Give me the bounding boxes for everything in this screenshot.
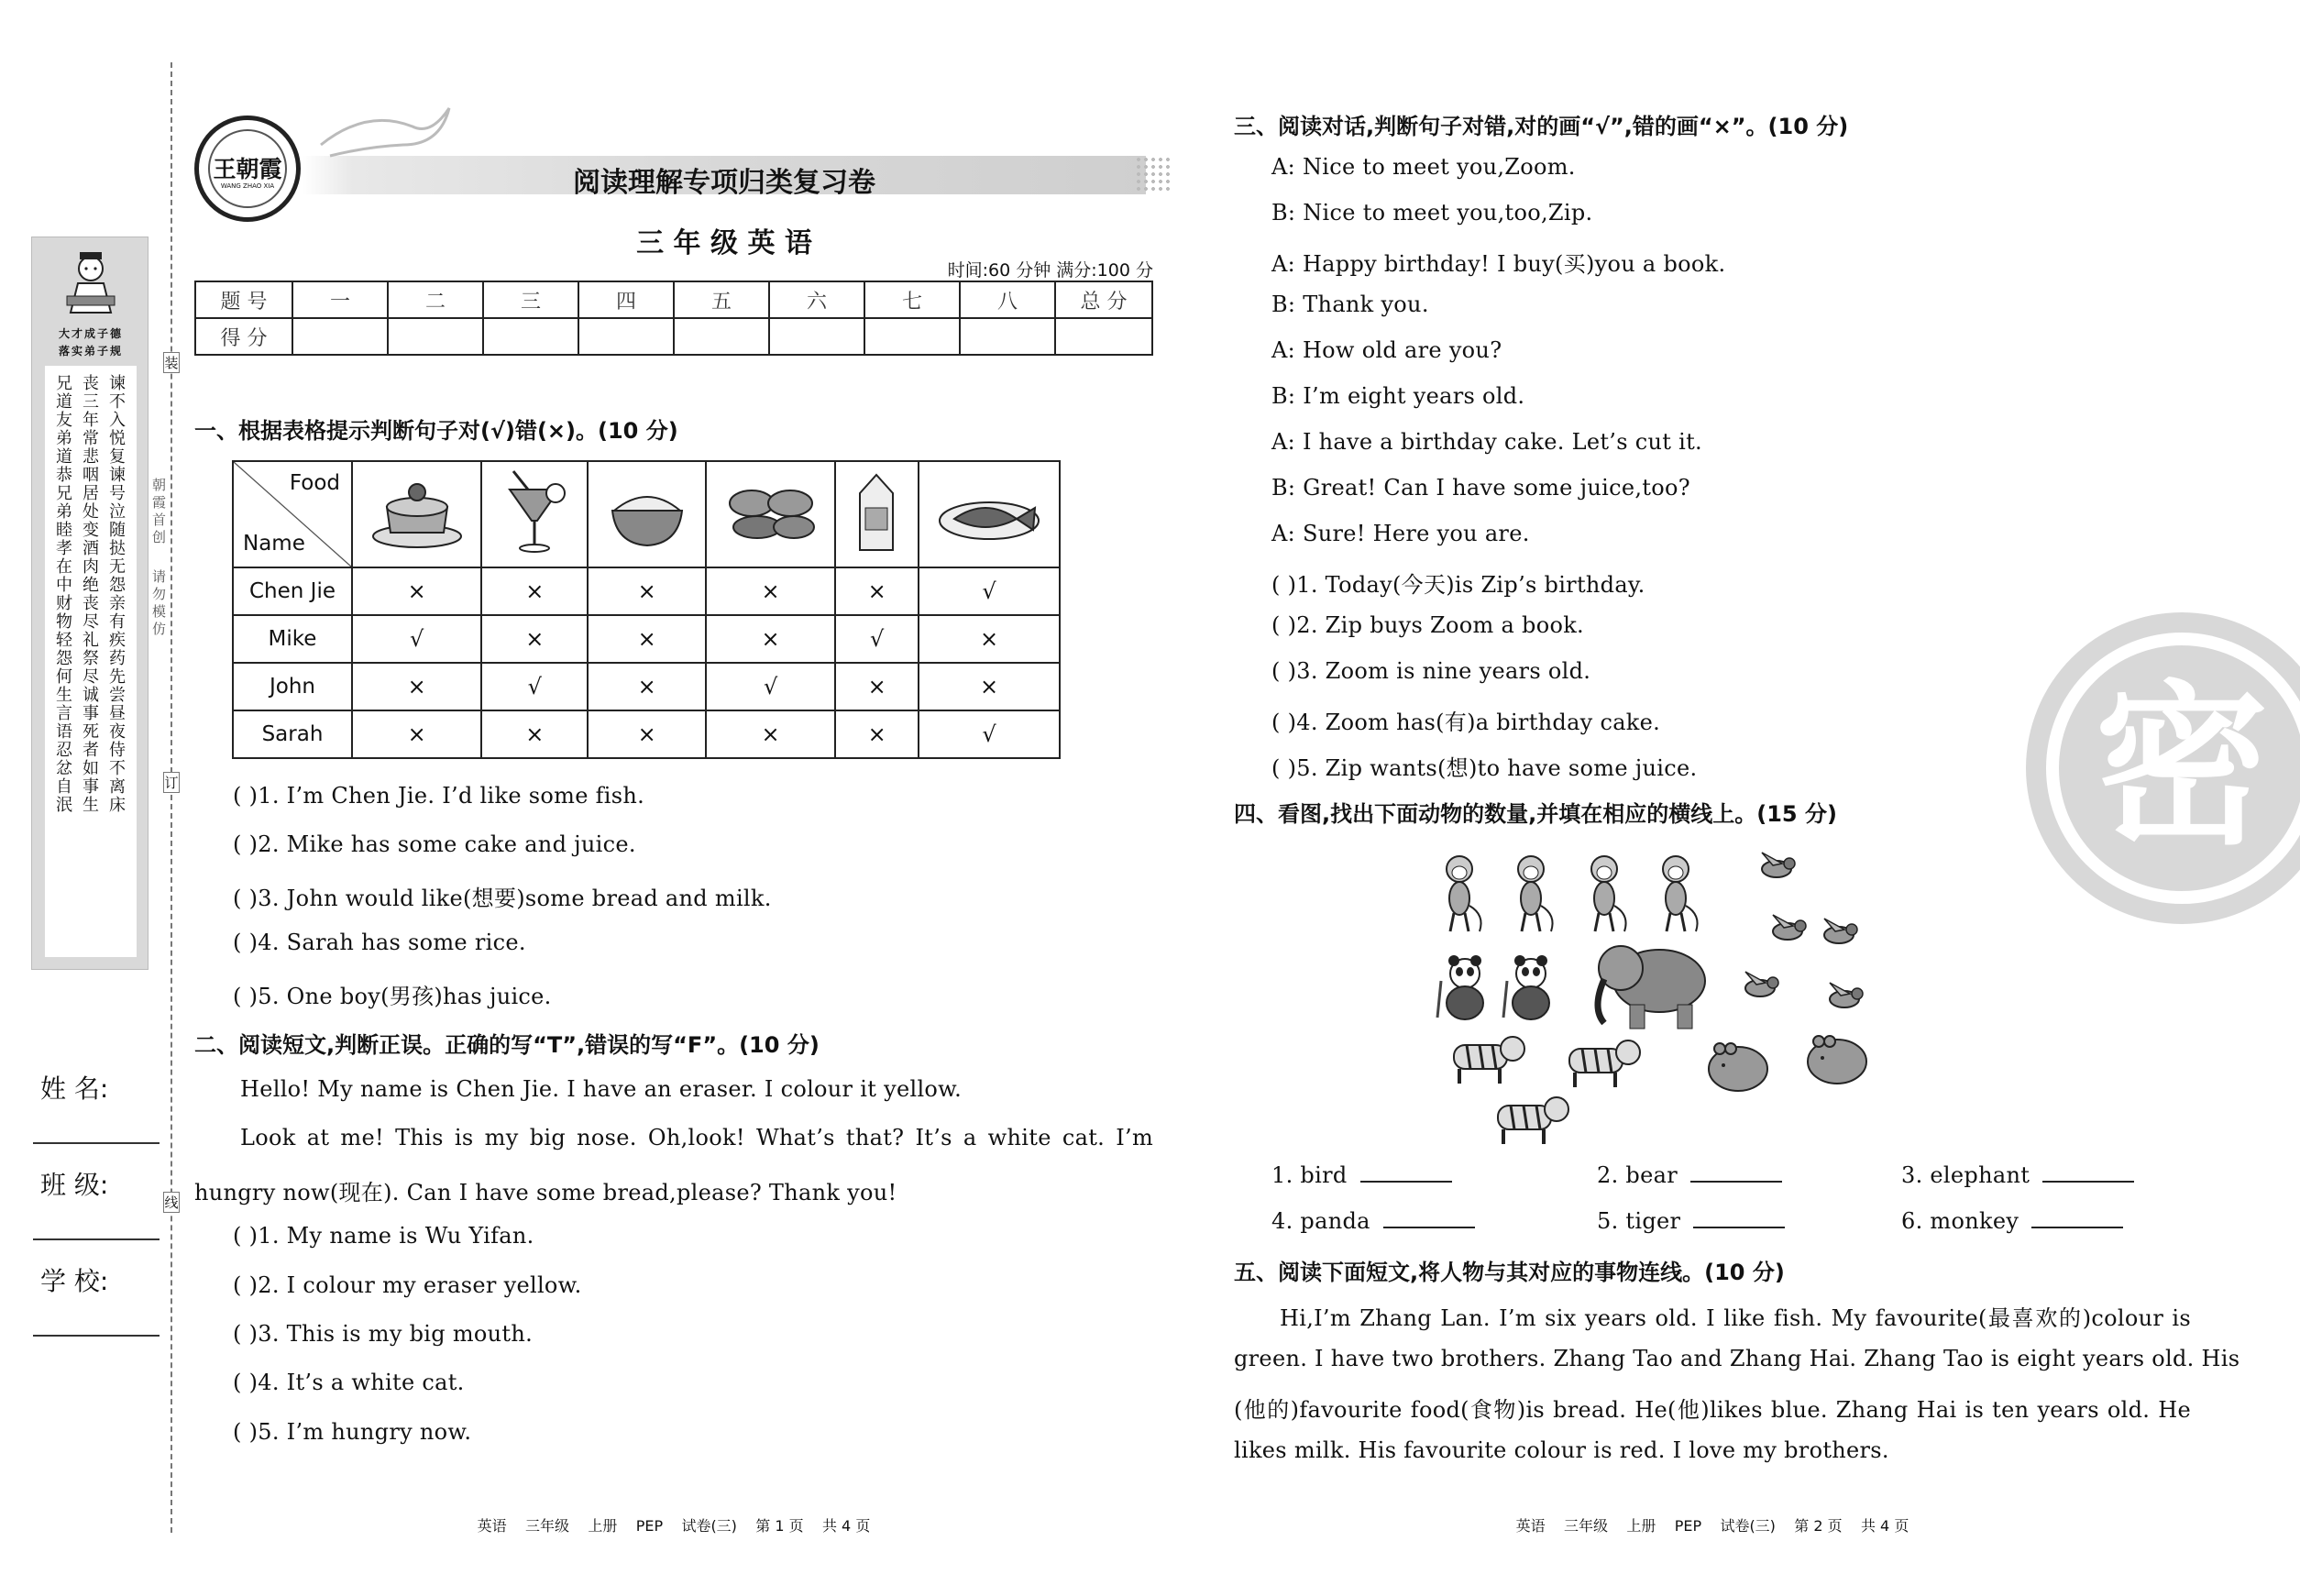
logo-text: 王朝霞: [213, 156, 282, 182]
mark-cell: ×: [919, 615, 1060, 663]
row-name-john: John: [233, 663, 352, 710]
s5-passage-line-1: Hi,I’m Zhang Lan. I’m six years old. I like fish. My favourite(最喜欢的)colour is: [1280, 1305, 2191, 1331]
class-label: 班 级:: [40, 1170, 109, 1200]
logo-subtext: WANG ZHAO XIA: [220, 182, 275, 190]
mark-cell: √: [352, 615, 481, 663]
s4-item-bird-label: 1. bird: [1271, 1162, 1348, 1188]
row-name-chen-jie: Chen Jie: [233, 567, 352, 615]
mark-cell: ×: [835, 567, 919, 615]
s4-blank-panda[interactable]: [1383, 1208, 1475, 1228]
binding-mark-2: 订: [163, 772, 180, 793]
name-field[interactable]: [33, 1142, 160, 1144]
s5-passage-line-4: likes milk. His favourite colour is red. I love my brothers.: [1234, 1437, 1889, 1463]
time-info: 时间:60 分钟 满分:100 分: [947, 260, 1153, 281]
mark-cell: ×: [352, 663, 481, 710]
mark-cell: ×: [588, 663, 706, 710]
cake-icon: [367, 470, 468, 553]
s3-dialogue-7: A: I have a birthday cake. Let’s cut it.: [1271, 429, 1702, 455]
rice-icon: [601, 470, 693, 553]
mark-cell: ×: [835, 663, 919, 710]
s4-blank-tiger[interactable]: [1693, 1208, 1785, 1228]
poem-column-3: 谏不入悦复谏号泣随挞无怨亲有疾药先尝昼夜侍不离床: [109, 374, 126, 815]
mark-cell: √: [706, 663, 835, 710]
score-cell[interactable]: [388, 318, 483, 355]
page-subtitle: 三 年 级 英 语: [636, 227, 812, 259]
school-label: 学 校:: [40, 1266, 109, 1296]
footer-right: 英语 三年级 上册 PEP 试卷(三) 第 2 页 共 4 页: [1515, 1517, 1909, 1535]
header-food: Food: [289, 471, 340, 495]
mark-cell: ×: [481, 710, 588, 758]
s1-question-5[interactable]: ( )5. One boy(男孩)has juice.: [233, 984, 552, 1009]
section2-heading: 二、阅读短文,判断正误。正确的写“T”,错误的写“F”。(10 分): [194, 1032, 820, 1058]
mark-cell: √: [481, 663, 588, 710]
row-name-sarah: Sarah: [233, 710, 352, 758]
s2-question-5[interactable]: ( )5. I’m hungry now.: [233, 1419, 472, 1445]
s4-item-monkey[interactable]: [1901, 1208, 2123, 1234]
s4-blank-elephant[interactable]: [2042, 1162, 2134, 1183]
score-col-3: 三: [483, 281, 578, 318]
class-field[interactable]: [33, 1238, 160, 1240]
score-cell[interactable]: [769, 318, 864, 355]
elephant-icon: [1598, 946, 1705, 1029]
s2-question-2[interactable]: ( )2. I colour my eraser yellow.: [233, 1272, 582, 1298]
s4-item-bear[interactable]: [1597, 1162, 1782, 1188]
motto-line-2: 落实弟子规: [58, 345, 123, 358]
food-cell-fish: [919, 461, 1060, 567]
mark-cell: √: [835, 615, 919, 663]
s2-question-3[interactable]: ( )3. This is my big mouth.: [233, 1321, 534, 1347]
page-title: 阅读理解专项归类复习卷: [573, 167, 875, 199]
s3-dialogue-8: B: Great! Can I have some juice,too?: [1271, 475, 1690, 501]
score-col-7: 七: [864, 281, 960, 318]
food-cell-bread: [706, 461, 835, 567]
score-table: [194, 281, 1153, 356]
s3-dialogue-5: A: How old are you?: [1271, 337, 1502, 363]
bear-icon: [1709, 1036, 1866, 1091]
mark-cell: ×: [588, 567, 706, 615]
s3-question-4[interactable]: ( )4. Zoom has(有)a birthday cake.: [1271, 710, 1661, 735]
s2-passage-line-2: Look at me! This is my big nose. Oh,look! What’s that? It’s a white cat. I’m: [240, 1125, 1153, 1150]
s3-question-2[interactable]: ( )2. Zip buys Zoom a book.: [1271, 612, 1584, 638]
mark-cell: ×: [706, 615, 835, 663]
mark-cell: ×: [352, 567, 481, 615]
school-field[interactable]: [33, 1335, 160, 1337]
s2-question-1[interactable]: ( )1. My name is Wu Yifan.: [233, 1223, 534, 1249]
score-col-2: 二: [388, 281, 483, 318]
watermark-seal: [2026, 612, 2300, 924]
sidebar-panel: [31, 237, 149, 970]
s4-item-tiger-label: 5. tiger: [1597, 1208, 1681, 1234]
ribbon-icon: [312, 99, 458, 158]
animal-picture: [1421, 843, 1898, 1146]
name-label: 姓 名:: [40, 1073, 109, 1104]
s1-question-2[interactable]: ( )2. Mike has some cake and juice.: [233, 831, 636, 857]
s4-item-elephant-label: 3. elephant: [1901, 1162, 2030, 1188]
mark-cell: √: [919, 567, 1060, 615]
mark-cell: ×: [835, 710, 919, 758]
section4-heading: 四、看图,找出下面动物的数量,并填在相应的横线上。(15 分): [1234, 801, 1837, 827]
bread-icon: [721, 470, 821, 553]
score-cell[interactable]: [1055, 318, 1152, 355]
score-cell[interactable]: [483, 318, 578, 355]
mark-cell: ×: [352, 710, 481, 758]
bird-icon: [1745, 853, 1863, 1007]
mark-cell: √: [919, 710, 1060, 758]
fish-icon: [934, 475, 1044, 548]
poem-column-1: 兄道友弟道恭兄弟睦孝在中财物轻怨何生言语忍忿自泯: [56, 374, 72, 815]
s4-item-bird[interactable]: [1271, 1162, 1452, 1188]
tiger-icon: [1454, 1037, 1640, 1144]
s4-blank-monkey[interactable]: [2031, 1208, 2123, 1228]
score-col-5: 五: [674, 281, 769, 318]
juice-icon: [493, 466, 576, 557]
s5-passage-line-2: green. I have two brothers. Zhang Tao and Zhang Hai. Zhang Tao is eight years old. His: [1234, 1346, 2240, 1371]
mark-cell: ×: [706, 567, 835, 615]
mark-cell: ×: [588, 710, 706, 758]
row-name-mike: Mike: [233, 615, 352, 663]
binding-line: [171, 62, 172, 1533]
binding-mark-3: 线: [163, 1192, 180, 1213]
milk-icon: [845, 466, 909, 557]
monkey-icon: [1447, 856, 1698, 931]
mark-cell: ×: [481, 615, 588, 663]
score-cell[interactable]: [674, 318, 769, 355]
s4-item-panda-label: 4. panda: [1271, 1208, 1370, 1234]
section1-heading: 一、根据表格提示判断句子对(√)错(×)。(10 分): [194, 418, 678, 444]
food-table: [232, 460, 1061, 759]
poem-column-2: 丧三年常悲咽居处变酒肉绝丧尽礼祭尽诚事死者如事生: [83, 374, 99, 815]
s1-question-3[interactable]: ( )3. John would like(想要)some bread and milk.: [233, 886, 772, 911]
food-cell-rice: [588, 461, 706, 567]
s1-question-4[interactable]: ( )4. Sarah has some rice.: [233, 930, 526, 955]
score-row-label-1: 题 号: [195, 281, 292, 318]
panda-icon: [1437, 955, 1549, 1019]
section5-heading: 五、阅读下面短文,将人物与其对应的事物连线。(10 分): [1234, 1260, 1785, 1285]
score-cell[interactable]: [864, 318, 960, 355]
binding-text-2: 请勿模仿: [152, 568, 167, 637]
score-col-8: 八: [960, 281, 1055, 318]
score-col-4: 四: [578, 281, 674, 318]
s3-dialogue-2: B: Nice to meet you,too,Zip.: [1271, 200, 1593, 226]
s3-dialogue-9: A: Sure! Here you are.: [1271, 521, 1530, 546]
mark-cell: ×: [481, 567, 588, 615]
s3-question-3[interactable]: ( )3. Zoom is nine years old.: [1271, 658, 1591, 684]
s4-item-tiger[interactable]: [1597, 1208, 1785, 1234]
score-col-1: 一: [292, 281, 388, 318]
s2-passage-line-1: Hello! My name is Chen Jie. I have an eraser. I colour it yellow.: [240, 1076, 963, 1102]
s3-dialogue-6: B: I’m eight years old.: [1271, 383, 1525, 409]
s3-question-5[interactable]: ( )5. Zip wants(想)to have some juice.: [1271, 755, 1698, 781]
s3-dialogue-3: A: Happy birthday! I buy(买)you a book.: [1271, 251, 1726, 277]
s4-item-elephant[interactable]: [1901, 1162, 2134, 1188]
s4-item-panda[interactable]: [1271, 1208, 1475, 1234]
food-cell-cake: [352, 461, 481, 567]
food-cell-juice: [481, 461, 588, 567]
binding-mark-1: 装: [163, 352, 180, 373]
s3-question-1[interactable]: ( )1. Today(今天)is Zip’s birthday.: [1271, 572, 1645, 598]
s2-question-4[interactable]: ( )4. It’s a white cat.: [233, 1370, 465, 1395]
binding-text-1: 朝霞首创: [152, 477, 167, 545]
s4-item-bear-label: 2. bear: [1597, 1162, 1678, 1188]
footer-left: 英语 三年级 上册 PEP 试卷(三) 第 1 页 共 4 页: [477, 1517, 871, 1535]
watermark-text: 密: [2094, 666, 2269, 868]
score-cell[interactable]: [578, 318, 674, 355]
mark-cell: ×: [588, 615, 706, 663]
score-cell[interactable]: [960, 318, 1055, 355]
scholar-figure-icon: [63, 248, 118, 322]
s1-question-1[interactable]: ( )1. I’m Chen Jie. I’d like some fish.: [233, 783, 645, 809]
poem-box: [45, 366, 137, 957]
header-name: Name: [243, 532, 305, 556]
s3-dialogue-1: A: Nice to meet you,Zoom.: [1271, 154, 1576, 180]
s4-item-monkey-label: 6. monkey: [1901, 1208, 2019, 1234]
s4-blank-bird[interactable]: [1360, 1162, 1452, 1183]
mark-cell: ×: [919, 663, 1060, 710]
score-row-label-2: 得 分: [195, 318, 292, 355]
s3-dialogue-4: B: Thank you.: [1271, 292, 1429, 317]
motto-line-1: 大才成子德: [58, 327, 123, 340]
s5-passage-line-3: (他的)favourite food(食物)is bread. He(他)likes blue. Zhang Hai is ten years old. He: [1234, 1397, 2191, 1423]
score-col-total: 总 分: [1055, 281, 1152, 318]
logo-badge: [194, 116, 301, 222]
score-col-6: 六: [769, 281, 864, 318]
s4-blank-bear[interactable]: [1690, 1162, 1782, 1183]
score-cell[interactable]: [292, 318, 388, 355]
food-table-corner: [233, 461, 352, 567]
mark-cell: ×: [706, 710, 835, 758]
s2-passage-line-3: hungry now(现在). Can I have some bread,please? Thank you!: [194, 1180, 897, 1205]
section3-heading: 三、阅读对话,判断句子对错,对的画“√”,错的画“×”。(10 分): [1234, 114, 1849, 139]
food-cell-milk: [835, 461, 919, 567]
